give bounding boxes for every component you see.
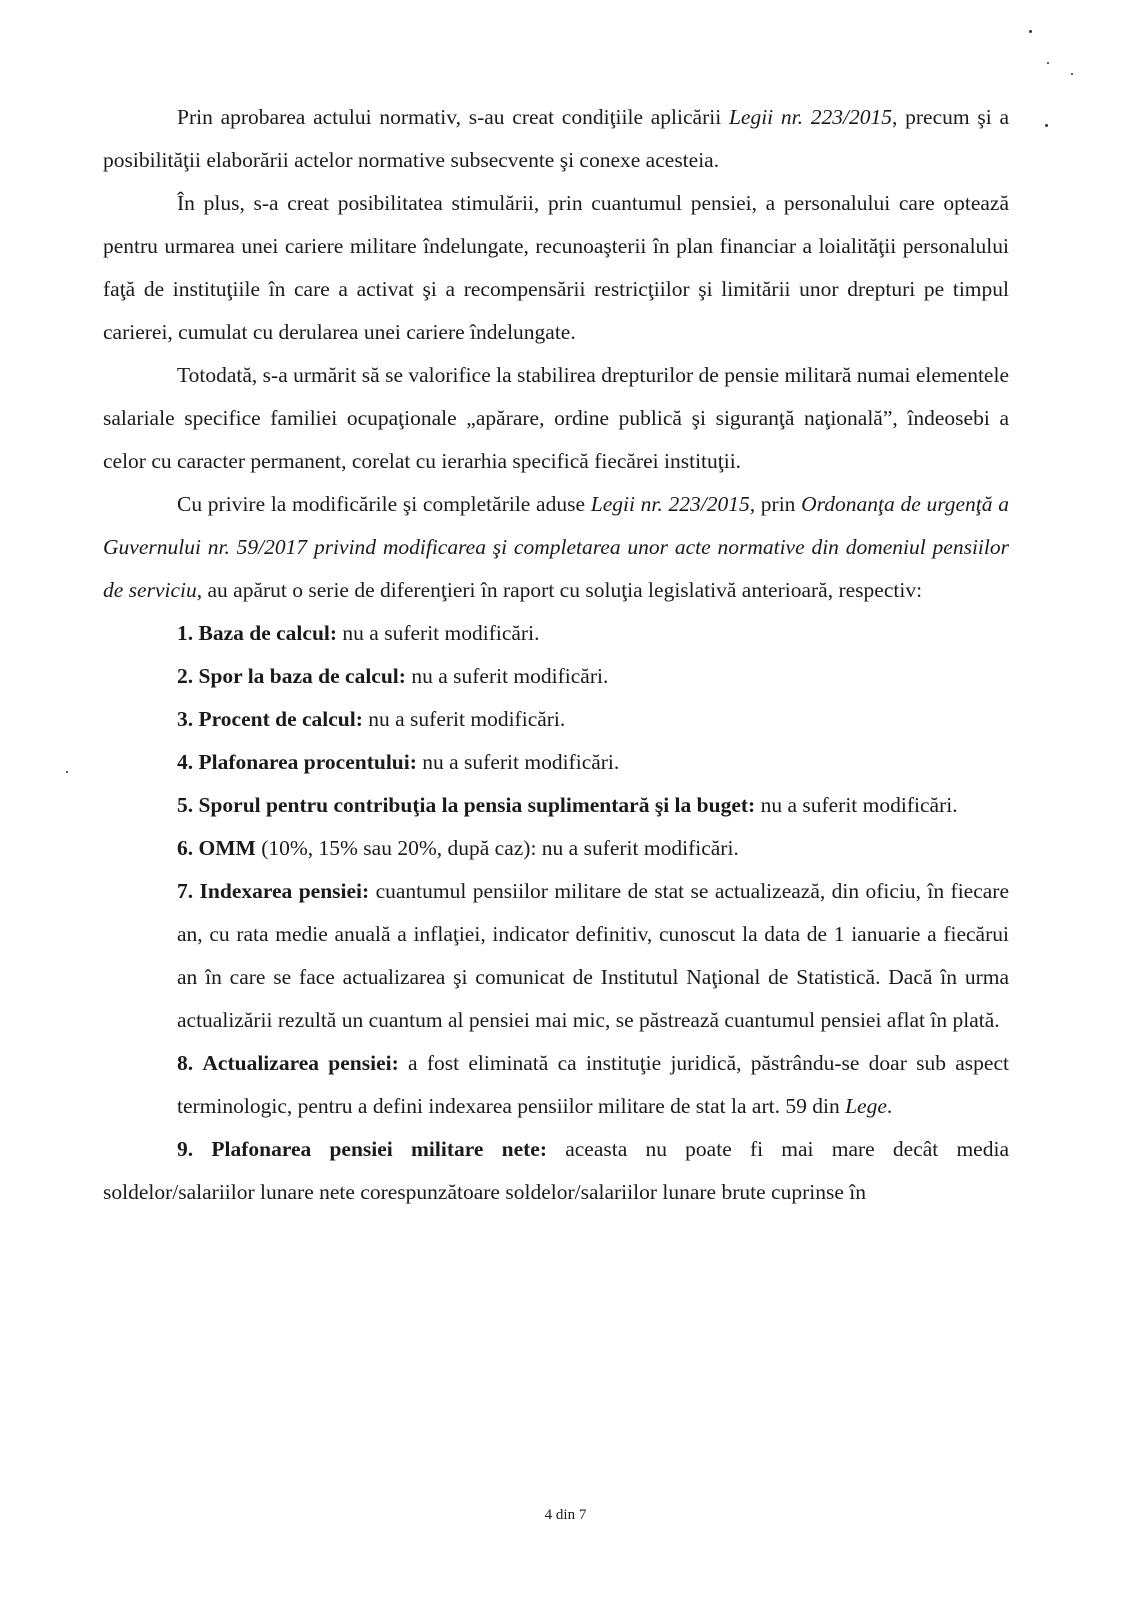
item-title: Indexarea pensiei: — [199, 879, 370, 903]
paragraph-intro — [103, 96, 1009, 182]
list-item — [103, 1128, 1009, 1214]
scan-speck — [1047, 62, 1049, 64]
list-item — [103, 741, 1009, 784]
scan-speck — [66, 771, 68, 773]
law-reference: Lege — [845, 1094, 887, 1118]
item-title: OMM — [198, 836, 256, 860]
document-body — [103, 96, 1009, 1214]
item-number: 6. — [177, 836, 194, 860]
item-number: 9. — [177, 1137, 194, 1161]
item-number: 7. — [177, 879, 194, 903]
scan-speck — [1045, 124, 1048, 127]
item-number: 4. — [177, 750, 194, 774]
item-title: Procent de calcul: — [198, 707, 363, 731]
paragraph-text: Cu privire la modificările şi completările aduse — [177, 492, 591, 516]
item-number: 2. — [177, 664, 194, 688]
item-text: aceasta nu poate fi mai mare decât media soldelor/salariilor lunare nete corespunzătoare soldelor/salariilor lunare brute cuprinse în — [103, 1137, 1009, 1204]
list-item — [103, 655, 1009, 698]
item-text: cuantumul pensiilor militare de stat se actualizează, din oficiu, în fiecare an, cu rata medie anuală a inflaţiei, indicator definitiv, cunoscut la data de 1 ianuarie a fiecărui an în care se face actualizarea şi comunicat de Institutul Naţional de Statistică. Dacă în urma actualizării rezultă un cuantum al pensiei mai mic, se păstrează cuantumul pensiei aflat în plată. — [177, 879, 1009, 1032]
item-title: Spor la baza de calcul: — [198, 664, 406, 688]
list-item — [103, 698, 1009, 741]
list-item — [103, 870, 1009, 1042]
item-text: (10%, 15% sau 20%, după caz): nu a suferit modificări. — [255, 836, 739, 860]
item-text: . — [886, 1094, 893, 1118]
item-number: 5. — [177, 793, 194, 817]
paragraph-text: au apărut o serie de diferenţieri în raport cu soluţia legislativă anterioară, respectiv: — [202, 578, 923, 602]
list-item — [103, 612, 1009, 655]
ordinance-reference: Ordonanţa de urgenţă a Guvernului nr. 59/2017 privind modificarea şi completarea unor acte normative din domeniul pensiilor de serviciu, — [103, 492, 1009, 602]
item-text: nu a suferit modificări. — [337, 621, 540, 645]
item-text: nu a suferit modificări. — [416, 750, 620, 774]
list-item — [103, 1042, 1009, 1128]
paragraph-text: prin — [755, 492, 802, 516]
list-item — [103, 827, 1009, 870]
scan-speck — [1071, 73, 1073, 75]
scan-speck — [1029, 30, 1032, 33]
paragraph-text: , precum şi a posibilităţii elaborării actelor normative subsecvente şi conexe acesteia. — [103, 105, 1009, 172]
item-number: 3. — [177, 707, 194, 731]
item-title: Sporul pentru contribuţia la pensia suplimentară şi la buget: — [198, 793, 756, 817]
item-text: a fost eliminată ca instituţie juridică, păstrându-se doar sub aspect terminologic, pentru a defini indexarea pensiilor militare de stat la art. 59 din — [177, 1051, 1009, 1118]
item-title: Plafonarea procentului: — [198, 750, 417, 774]
paragraph-stimulation: În plus, s-a creat posibilitatea stimulării, prin cuantumul pensiei, a personalului care optează pentru urmarea unei cariere militare îndelungate, recunoaşterii în plan financiar a loialităţii personalului faţă de instituţiile în care a activat şi a recompensării restricţiilor şi limitării unor drepturi pe timpul carierei, cumulat cu derularea unei cariere îndelungate. — [103, 191, 1009, 344]
law-reference: Legii nr. 223/2015 — [728, 105, 892, 129]
paragraph-salary-elements: Totodată, s-a urmărit să se valorifice la stabilirea drepturilor de pensie militară numai elementele salariale specifice familiei ocupaţionale „apărare, ordine publică şi siguranţă naţională”, îndeosebi a celor cu caracter permanent, corelat cu ierarhia specifică fiecărei instituţii. — [103, 363, 1009, 473]
item-title: Plafonarea pensiei militare nete: — [211, 1137, 547, 1161]
paragraph-modifications — [103, 483, 1009, 612]
law-reference: Legii nr. 223/2015, — [590, 492, 756, 516]
list-item — [103, 784, 1009, 827]
item-number: 8. — [177, 1051, 194, 1075]
page-number: 4 din 7 — [544, 1507, 587, 1523]
item-text: nu a suferit modificări. — [405, 664, 609, 688]
item-number: 1. — [177, 621, 194, 645]
item-text: nu a suferit modificări. — [362, 707, 566, 731]
item-title: Actualizarea pensiei: — [202, 1051, 399, 1075]
paragraph-text: Prin aprobarea actului normativ, s-au creat condiţiile aplicării — [177, 105, 729, 129]
item-title: Baza de calcul: — [198, 621, 338, 645]
item-text: nu a suferit modificări. — [755, 793, 958, 817]
